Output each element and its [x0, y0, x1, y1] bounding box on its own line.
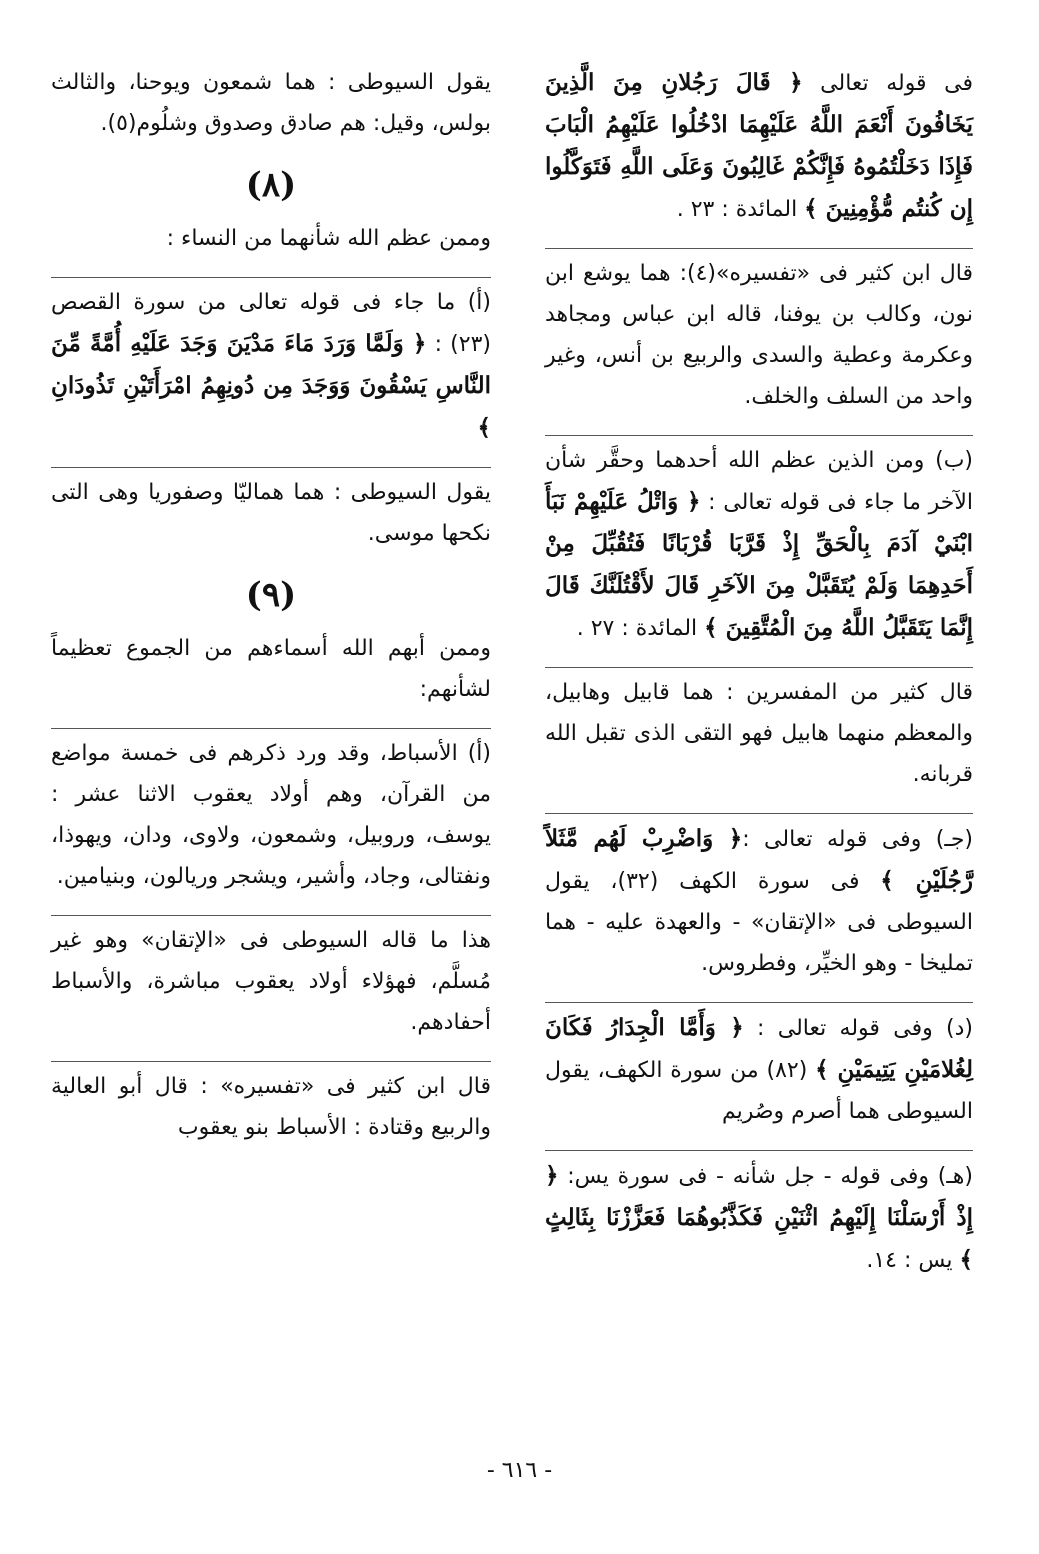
section-number-8: (٨)	[245, 165, 297, 205]
paragraph-5: (جـ) وفى قوله تعالى :﴿ وَاضْرِبْ لَهُم مَّثَلاً رَّجُلَيْنِ ﴾ فى سورة الكهف (٣٢)، يقول السيوطى فى «الإتقان» - والعهدة عليه - هما تمليخا - وهو الخيِّر، وفطروس.	[545, 813, 973, 984]
paragraph-1: فى قوله تعالى ﴿ قَالَ رَجُلانِ مِنَ الَّذِينَ يَخَافُونَ أَنْعَمَ اللَّهُ عَلَيْهِمَا ادْخُلُوا عَلَيْهِمُ الْبَابَ فَإِذَا دَخَلْتُمُوهُ فَإِنَّكُمْ غَالِبُونَ وَعَلَى اللَّهِ فَتَوَكَّلُوا إِن كُنتُم مُّؤْمِنِينَ ﴾ المائدة : ٢٣ .	[545, 69, 973, 222]
quran-verse: ﴿ وَاتْلُ عَلَيْهِمْ نَبَأَ ابْنَيْ آدَمَ بِالْحَقِّ إِذْ قَرَّبَا قُرْبَانًا فَتُقُبِّلَ مِنْ أَحَدِهِمَا وَلَمْ يُتَقَبَّلْ مِنَ الآخَرِ قَالَ لأَقْتُلَنَّكَ قَالَ إِنَّمَا يَتَقَبَّلُ اللَّهُ مِنَ الْمُتَّقِينَ ﴾	[545, 488, 973, 641]
paragraph-6: (د) وفى قوله تعالى : ﴿ وَأَمَّا الْجِدَارُ فَكَانَ لِغُلامَيْنِ يَتِيمَيْنِ ﴾ (٨٢) من سورة الكهف، يقول السيوطى هما أصرم وصُريم	[545, 1002, 973, 1132]
paragraph-1: يقول السيوطى : هما شمعون ويوحنا، والثالث بولس، وقيل: هم صادق وصدوق وشلُوم(٥).	[51, 70, 491, 136]
paragraph-3: (ب) ومن الذين عظم الله أحدهما وحقَّر شأن الآخر ما جاء فى قوله تعالى : ﴿ وَاتْلُ عَلَيْهِمْ نَبَأَ ابْنَيْ آدَمَ بِالْحَقِّ إِذْ قَرَّبَا قُرْبَانًا فَتُقُبِّلَ مِنْ أَحَدِهِمَا وَلَمْ يُتَقَبَّلْ مِنَ الآخَرِ قَالَ لأَقْتُلَنَّكَ قَالَ إِنَّمَا يَتَقَبَّلُ اللَّهُ مِنَ الْمُتَّقِينَ ﴾ المائدة : ٢٧ .	[545, 435, 973, 649]
quran-verse: ﴿ قَالَ رَجُلانِ مِنَ الَّذِينَ يَخَافُونَ أَنْعَمَ اللَّهُ عَلَيْهِمَا ادْخُلُوا عَلَيْهِمُ الْبَابَ فَإِذَا دَخَلْتُمُوهُ فَإِنَّكُمْ غَالِبُونَ وَعَلَى اللَّهِ فَتَوَكَّلُوا إِن كُنتُم مُّؤْمِنِينَ ﴾	[545, 69, 973, 222]
left-column	[51, 62, 491, 1166]
page-number: - ٦١٦ -	[486, 1458, 553, 1483]
paragraph-5: وممن أبهم الله أسماءهم من الجموع تعظيماً لشأنهم:	[51, 636, 491, 702]
paragraph-8: قال ابن كثير فى «تفسيره» : قال أبو العالية والربيع وقتادة : الأسباط بنو يعقوب	[51, 1061, 491, 1148]
paragraph-7: (هـ) وفى قوله - جل شأنه - فى سورة يس: ﴿ إِذْ أَرْسَلْنَا إِلَيْهِمُ اثْنَيْنِ فَكَذَّبُوهُمَا فَعَزَّزْنَا بِثَالِثٍ ﴾ يس : ١٤.	[545, 1150, 973, 1281]
section-number-9: (٩)	[245, 575, 297, 615]
paragraph-4: يقول السيوطى : هما هماليّا وصفوريا وهى التى نكحها موسى.	[51, 467, 491, 554]
paragraph-7: هذا ما قاله السيوطى فى «الإتقان» وهو غير مُسلَّم، فهؤلاء أولاد يعقوب مباشرة، والأسباط أحفادهم.	[51, 915, 491, 1043]
quran-verse: ﴿ وَلَمَّا وَرَدَ مَاءَ مَدْيَنَ وَجَدَ عَلَيْهِ أُمَّةً مِّنَ النَّاسِ يَسْقُونَ وَوَجَدَ مِن دُونِهِمُ امْرَأَتَيْنِ تَذُودَانِ ﴾	[51, 330, 491, 441]
paragraph-4: قال كثير من المفسرين : هما قابيل وهابيل، والمعظم منهما هابيل فهو التقى الذى تقبل الله قربانه.	[545, 667, 973, 795]
paragraph-6: (أ) الأسباط، وقد ورد ذكرهم فى خمسة مواضع من القرآن، وهم أولاد يعقوب الاثنا عشر : يوسف، وروبيل، وشمعون، ولاوى، ودان، ويهوذا، ونفتالى، وجاد، وأشير، ويشجر وريالون، وبنيامين.	[51, 728, 491, 897]
quran-verse: ﴿ إِذْ أَرْسَلْنَا إِلَيْهِمُ اثْنَيْنِ فَكَذَّبُوهُمَا فَعَزَّزْنَا بِثَالِثٍ ﴾	[545, 1162, 973, 1273]
quran-verse: ﴿ وَاضْرِبْ لَهُم مَّثَلاً رَّجُلَيْنِ ﴾	[545, 825, 973, 894]
right-column	[545, 62, 973, 1299]
paragraph-2: قال ابن كثير فى «تفسيره»(٤): هما يوشع ابن نون، وكالب بن يوفنا، قاله ابن عباس ومجاهد وعكرمة وعطية والسدى والربيع بن أنس، وغير واحد من السلف والخلف.	[545, 248, 973, 417]
paragraph-3: (أ) ما جاء فى قوله تعالى من سورة القصص (٢٣) : ﴿ وَلَمَّا وَرَدَ مَاءَ مَدْيَنَ وَجَدَ عَلَيْهِ أُمَّةً مِّنَ النَّاسِ يَسْقُونَ وَوَجَدَ مِن دُونِهِمُ امْرَأَتَيْنِ تَذُودَانِ ﴾	[51, 277, 491, 449]
quran-verse: ﴿ وَأَمَّا الْجِدَارُ فَكَانَ لِغُلامَيْنِ يَتِيمَيْنِ ﴾	[545, 1014, 974, 1083]
paragraph-2: وممن عظم الله شأنهما من النساء :	[166, 226, 491, 251]
